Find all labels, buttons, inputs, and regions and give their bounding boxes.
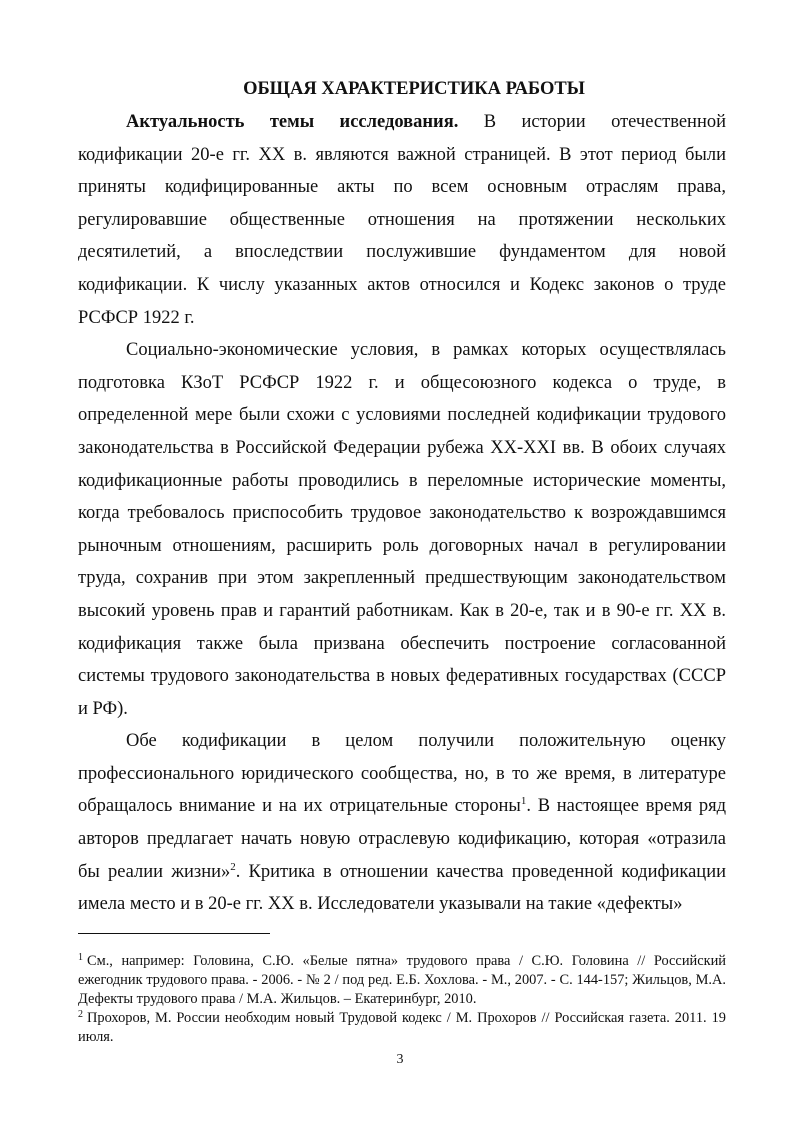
- footnote-mark: 2: [78, 1009, 83, 1020]
- footnote-text: Прохоров, М. России необходим новый Трудовой кодекс / М. Прохоров // Российская газета. 2011. 19 июля.: [78, 1010, 726, 1045]
- footnote-separator: [78, 933, 270, 934]
- footnote-mark: 1: [78, 952, 83, 963]
- footnote-2: [78, 1009, 726, 1047]
- footnotes: [78, 952, 726, 1047]
- paragraph-relevance: [78, 106, 726, 334]
- paragraph-codification: [78, 725, 726, 921]
- section-heading: ОБЩАЯ ХАРАКТЕРИСТИКА РАБОТЫ: [243, 79, 585, 99]
- paragraph-text-part1: Обе кодификации в целом получили положительную оценку профессионального юридического сообщества, но, в то же время, в литературе обращалось внимание и на их отрицательные стороны: [78, 731, 726, 817]
- paragraph-text-part3: . Критика в отношении качества проведенной кодификации имела место и в 20-е гг. XX в. Исследователи указывали на такие «дефекты»: [78, 861, 726, 915]
- footnote-1: [78, 952, 726, 1009]
- footnote-text: См., например: Головина, С.Ю. «Белые пятна» трудового права / С.Ю. Головина // Российский ежегодник трудового права. - 2006. - № 2 / под ред. Е.Б. Хохлова. - М., 2007. - С. 144-157; Жильцов, М.А. Дефекты трудового права / М.А. Жильцов. – Екатеринбург, 2010.: [78, 953, 726, 1007]
- paragraph-text-part2: . В настоящее время ряд авторов предлагает начать новую отраслевую кодификацию, которая «отразила бы реалии жизни»: [78, 796, 726, 882]
- footnote-reference-2[interactable]: 2: [230, 860, 236, 873]
- document-body: [78, 76, 726, 921]
- paragraph-lead: Актуальность темы исследования.: [126, 112, 459, 132]
- page-number: 3: [396, 1052, 404, 1067]
- paragraph-conditions: Социально-экономические условия, в рамках которых осуществлялась подготовка КЗоТ РСФСР 1922 г. и общесоюзного кодекса о труде, в определенной мере были схожи с условиями последней кодификации трудового законодательства в Российской Федерации рубежа XX-XXI вв. В обоих случаях кодификационные работы проводились в переломные исторические моменты, когда требовалось приспособить трудовое законодательство к возрождавшимся рыночным отношениям, расширить роль договорных начал в регулировании труда, сохранив при этом закрепленный предшествующим законодательством высокий уровень прав и гарантий работникам. Как в 20-е, так и в 90-е гг. XX в. кодификация также была призвана обеспечить построение согласованной системы трудового законодательства в новых федеративных государствах (СССР и РФ).: [78, 340, 726, 719]
- footnote-reference-1[interactable]: 1: [520, 795, 527, 808]
- paragraph-text: В истории отечественной кодификации 20-е гг. XX в. являются важной страницей. В этот период были приняты кодифицированные акты по всем основным отраслям права, регулировавшие общественные отношения на протяжении нескольких десятилетий, а впоследствии послужившие фундаментом для новой кодификации. К числу указанных актов относился и Кодекс законов о труде РСФСР 1922 г.: [78, 112, 726, 328]
